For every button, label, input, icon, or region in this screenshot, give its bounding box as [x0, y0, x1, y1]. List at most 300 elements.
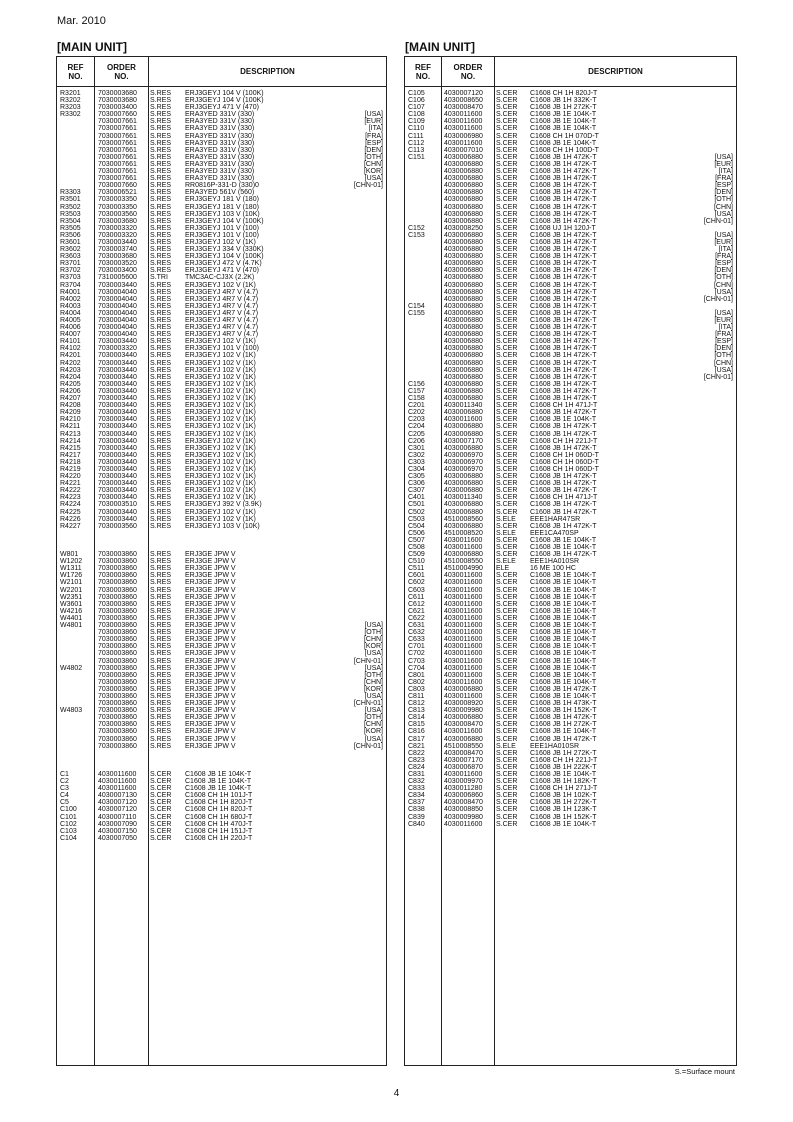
ref-no: C113: [408, 146, 425, 154]
part-type: S.RES: [150, 90, 172, 97]
part-type: S.CER: [150, 799, 172, 807]
order-no: 4030011600: [444, 125, 483, 133]
part-value: ERJ3GE JPW V: [185, 614, 236, 622]
region-code: [ITA]: [718, 246, 733, 254]
table-row: [57, 260, 386, 267]
part-value: ERJ3GEYJ 102 V (1K): [185, 238, 256, 246]
part-type: S.CER: [150, 785, 172, 793]
region-code: [FRA]: [715, 253, 733, 261]
table-row: [405, 154, 736, 161]
ref-no: C839: [408, 813, 425, 821]
table-row: [57, 409, 386, 416]
order-no: 7030003440: [98, 494, 137, 502]
table-row: [405, 814, 736, 821]
part-value: C1608 JB 1H 272K-T: [530, 799, 597, 807]
part-value: C1608 CH 1H 101J-T: [185, 792, 253, 800]
table-row: [57, 835, 386, 842]
part-type: S.CER: [496, 253, 518, 261]
ref-no-header: [57, 57, 94, 86]
ref-no: C105: [408, 90, 425, 97]
ref-no: C838: [408, 806, 425, 814]
part-type: S.CER: [496, 160, 518, 168]
part-type: S.RES: [150, 224, 172, 232]
region-code: [CHN]: [363, 678, 383, 686]
part-type: S.RES: [150, 657, 172, 665]
order-no: 7030003440: [98, 430, 137, 438]
part-value: ERJ3GEYJ 104 V (100K): [185, 253, 264, 261]
order-no: 4030008470: [444, 799, 483, 807]
part-value: C1608 JB 1H 472K-T: [530, 501, 597, 509]
order-no: 7030003860: [98, 657, 137, 665]
part-type: S.CER: [496, 267, 518, 275]
order-no: 4030011600: [444, 139, 483, 147]
table-row: [57, 189, 386, 196]
table-row: [405, 672, 736, 679]
ref-no: W801: [60, 551, 79, 559]
part-value: EEE1HA010SR: [530, 742, 580, 750]
table-row: [405, 381, 736, 388]
part-value: C1608 CH 1H 271J-T: [530, 785, 598, 793]
part-value: ERJ3GEYJ 102 V (1K): [185, 444, 256, 452]
region-code: [CHN-01]: [353, 742, 383, 750]
table-row: [405, 317, 736, 324]
region-code: [KOR]: [363, 643, 383, 651]
part-value: ERJ3GEYJ 102 V (1K): [185, 366, 256, 374]
part-value: C1608 JB 1E 104K-T: [530, 607, 597, 615]
table-row: [405, 182, 736, 189]
order-no: 4030006880: [444, 501, 483, 509]
table-row: [405, 274, 736, 281]
part-value: C1608 JB 1E 104K-T: [530, 650, 597, 658]
order-no: 7030003400: [98, 104, 137, 112]
part-value: ERJ3GEYJ 102 V (1K): [185, 465, 256, 473]
part-type: S.RES: [150, 210, 172, 218]
ref-no: C814: [408, 714, 425, 722]
part-value: ERJ3GEYJ 102 V (1K): [185, 508, 256, 516]
region-code: [USA]: [364, 735, 383, 743]
part-value: C1608 JB 1E 104K-T: [530, 614, 597, 622]
table-row: [405, 693, 736, 700]
part-type: S.CER: [496, 522, 518, 530]
part-type: S.RES: [150, 678, 172, 686]
order-no: 7030003440: [98, 444, 137, 452]
ref-no: C833: [408, 785, 425, 793]
table-row: [405, 750, 736, 757]
table-row: [405, 537, 736, 544]
ref-no: C633: [408, 636, 425, 644]
part-type: S.CER: [496, 728, 518, 736]
description-header: [149, 57, 386, 86]
part-type: S.RES: [150, 593, 172, 601]
order-no: 4030011600: [444, 820, 483, 828]
part-type: S.CER: [496, 104, 518, 112]
part-value: C1608 JB 1E 104K-T: [530, 536, 597, 544]
table-row: [405, 111, 736, 118]
table-row: [405, 97, 736, 104]
region-code: [USA]: [364, 664, 383, 672]
table-row: [57, 537, 386, 544]
part-type: S.CER: [496, 416, 518, 424]
part-value: C1608 CH 1H 070D-T: [530, 132, 599, 140]
order-no: 7030003440: [98, 359, 137, 367]
ref-no: C507: [408, 536, 425, 544]
order-no: 7030003860: [98, 558, 137, 566]
part-type: S.CER: [496, 607, 518, 615]
table-row: [405, 232, 736, 239]
part-type: S.CER: [496, 664, 518, 672]
part-type: S.CER: [496, 437, 518, 445]
table-row: [57, 658, 386, 665]
table-row: [57, 622, 386, 629]
part-value: C1608 JB 1H 332K-T: [530, 97, 597, 105]
part-value: C1608 JB 1H 472K-T: [530, 153, 597, 161]
order-no: 4030006880: [444, 359, 483, 367]
part-type: S.RES: [150, 707, 172, 715]
order-no: 4030007120: [98, 806, 137, 814]
ref-no: C504: [408, 522, 425, 530]
part-type: S.CER: [496, 771, 518, 778]
table-row: [405, 516, 736, 523]
part-value: C1608 CH 1H 680J-T: [185, 813, 253, 821]
table-row: [57, 352, 386, 359]
part-value: C1608 JB 1H 472K-T: [530, 231, 597, 239]
table-row: [57, 473, 386, 480]
part-type: S.CER: [496, 657, 518, 665]
part-type: S.CER: [496, 650, 518, 658]
order-no: 4030009980: [444, 707, 483, 715]
order-no: 4030006880: [444, 395, 483, 403]
table-row: [57, 608, 386, 615]
ref-no: R4211: [60, 423, 81, 431]
part-value: ERJ3GE JPW V: [185, 657, 236, 665]
ref-no: W4401: [60, 614, 83, 622]
part-value: C1608 JB 1E 104K-T: [530, 416, 597, 424]
order-no: 7030004040: [98, 324, 137, 332]
part-value: ERJ3GEYJ 102 V (1K): [185, 352, 256, 360]
table-row: [57, 643, 386, 650]
part-value: ERJ3GE JPW V: [185, 586, 236, 594]
order-no: 4030006880: [444, 735, 483, 743]
part-type: S.CER: [496, 324, 518, 332]
table-row: [57, 182, 386, 189]
table-row: [57, 799, 386, 806]
ref-no: C811: [408, 692, 425, 700]
part-value: C1608 JB 1H 472K-T: [530, 246, 597, 254]
table-row: [57, 196, 386, 203]
order-no: 7030003860: [98, 579, 137, 587]
table-row: [405, 296, 736, 303]
table-row: [57, 438, 386, 445]
order-no: 4030007120: [98, 799, 137, 807]
part-value: ERJ3GE JPW V: [185, 593, 236, 601]
ref-no: R4220: [60, 473, 81, 481]
table-row: [405, 352, 736, 359]
ref-no: C621: [408, 607, 425, 615]
part-value: C1608 JB 1H 472K-T: [530, 409, 597, 417]
part-value: C1608 JB 1E 104K-T: [530, 125, 597, 133]
order-no: 7030003440: [98, 352, 137, 360]
part-value: ERJ3GE JPW V: [185, 685, 236, 693]
part-type: S.RES: [150, 217, 172, 225]
right-parts-table: [404, 56, 737, 1066]
ref-no: W1311: [60, 565, 82, 573]
part-type: S.CER: [150, 813, 172, 821]
table-row: [405, 501, 736, 508]
table-row: [405, 686, 736, 693]
part-value: C1608 JB 1E 104K-T: [530, 820, 597, 828]
order-no: 4030011600: [444, 614, 483, 622]
order-no: 4030006880: [444, 373, 483, 381]
table-row: [405, 558, 736, 565]
part-value: ERJ3GEYJ 4R7 V (4.7): [185, 317, 259, 324]
part-value: C1608 JB 1E 104K-T: [530, 111, 597, 119]
table-row: [405, 140, 736, 147]
order-no: 4030007090: [98, 820, 137, 828]
ref-no: R4219: [60, 465, 81, 473]
order-no: 7030003350: [98, 203, 137, 211]
order-no: 4030007170: [444, 756, 483, 764]
table-row: [57, 154, 386, 161]
region-code: [OTH]: [714, 352, 733, 360]
part-type: S.CER: [496, 373, 518, 381]
table-row: [57, 672, 386, 679]
part-type: ELE: [496, 565, 510, 573]
order-no: 7030003860: [98, 700, 137, 708]
part-value: C1608 JB 1H 472K-T: [530, 373, 597, 381]
part-type: S.RES: [150, 203, 172, 211]
order-no: 7030003560: [98, 210, 137, 218]
region-code: [EUR]: [714, 160, 733, 168]
part-type: S.CER: [496, 111, 518, 119]
part-type: S.CER: [496, 139, 518, 147]
part-type: S.RES: [150, 473, 172, 481]
order-no: 7030003860: [98, 721, 137, 729]
ref-no: C803: [408, 685, 425, 693]
ref-no: C834: [408, 792, 425, 800]
region-code: [CHN]: [713, 281, 733, 289]
order-no: 7030007661: [98, 118, 137, 126]
table-row: [57, 218, 386, 225]
part-type: S.CER: [150, 820, 172, 828]
order-no: 4030006880: [444, 160, 483, 168]
part-value: C1608 JB 1H 472K-T: [530, 366, 597, 374]
part-value: C1608 CH 1H 100D-T: [530, 146, 599, 154]
region-code: [USA]: [364, 175, 383, 183]
region-code: [USA]: [364, 622, 383, 630]
region-code: [CHN-01]: [353, 700, 383, 708]
part-value: ERJ3GE JPW V: [185, 579, 236, 587]
table-row: [57, 594, 386, 601]
ref-no-header-text: REF NO.: [67, 62, 84, 81]
part-type: S.TRI: [150, 274, 168, 282]
part-value: C1608 JB 1H 472K-T: [530, 487, 597, 495]
part-value: C1608 JB 1H 472K-T: [530, 395, 597, 403]
ref-no: C511: [408, 565, 425, 573]
table-row: [405, 445, 736, 452]
part-value: ERJ3GE JPW V: [185, 572, 236, 580]
part-type: S.CER: [496, 643, 518, 651]
part-type: S.CER: [496, 678, 518, 686]
ref-no: C302: [408, 451, 425, 459]
part-value: ERJ3GEYJ 102 V (1K): [185, 451, 256, 459]
part-type: S.RES: [150, 160, 172, 168]
part-value: C1608 CH 1H 471J-T: [530, 402, 598, 410]
part-type: S.RES: [150, 395, 172, 403]
region-code: [ESP]: [365, 139, 383, 147]
order-no: 4030011600: [444, 111, 483, 119]
part-value: C1608 JB 1H 472K-T: [530, 274, 597, 282]
ref-no: R4003: [60, 302, 81, 310]
table-row: [405, 601, 736, 608]
ref-no: R4006: [60, 324, 81, 332]
part-type: S.RES: [150, 189, 172, 197]
table-row: [57, 267, 386, 274]
order-no: 7030003860: [98, 643, 137, 651]
order-no: 7030004040: [98, 317, 137, 324]
region-code: [CHN]: [363, 721, 383, 729]
part-type: S.CER: [496, 473, 518, 481]
order-no: 7030003860: [98, 614, 137, 622]
part-type: S.RES: [150, 671, 172, 679]
table-row: [405, 168, 736, 175]
order-no: 4030011600: [444, 579, 483, 587]
region-code: [ESP]: [715, 338, 733, 346]
part-type: S.CER: [496, 785, 518, 793]
ref-no: W4216: [60, 607, 83, 615]
part-value: ERA3YED 331V (330): [185, 125, 255, 133]
table-row: [405, 267, 736, 274]
region-code: [ITA]: [368, 125, 383, 133]
part-value: ERJ3GE JPW V: [185, 707, 236, 715]
ref-no: C703: [408, 657, 425, 665]
ref-no: R3501: [60, 196, 81, 204]
order-no: 4030011600: [444, 636, 483, 644]
part-value: C1608 JB 1H 472K-T: [530, 473, 597, 481]
order-no: 4030006880: [444, 231, 483, 239]
table-row: [57, 345, 386, 352]
part-type: S.CER: [496, 97, 518, 105]
table-row: [57, 459, 386, 466]
part-value: ERA3YED 331V (330): [185, 153, 255, 161]
region-code: [KOR]: [363, 168, 383, 176]
part-type: S.CER: [496, 572, 518, 580]
ref-no: R4205: [60, 380, 81, 388]
region-code: [CHN-01]: [703, 217, 733, 225]
table-row: [405, 778, 736, 785]
part-value: ERA3YED 331V (330): [185, 111, 255, 119]
part-value: C1608 CH 1H 470J-T: [185, 820, 253, 828]
part-value: C1608 UJ 1H 120J-T: [530, 224, 596, 232]
order-no: 7030003860: [98, 707, 137, 715]
part-value: C1608 CH 1H 060D-T: [530, 465, 599, 473]
ref-no: C107: [408, 104, 425, 112]
part-value: C1608 JB 1E 104K-T: [530, 636, 597, 644]
part-type: S.RES: [150, 139, 172, 147]
part-type: S.RES: [150, 238, 172, 246]
part-type: S.RES: [150, 600, 172, 608]
part-type: S.CER: [150, 792, 172, 800]
part-value: ERJ3GEYJ 102 V (1K): [185, 515, 256, 523]
part-type: S.RES: [150, 324, 172, 332]
table-row: [405, 821, 736, 828]
part-value: C1608 JB 1H 472K-T: [530, 338, 597, 346]
part-type: S.RES: [150, 402, 172, 410]
ref-no: R4004: [60, 309, 81, 317]
table-row: [405, 544, 736, 551]
part-type: S.RES: [150, 692, 172, 700]
order-no: 4030006970: [444, 465, 483, 473]
part-type: S.RES: [150, 132, 172, 140]
table-row: [405, 374, 736, 381]
part-value: RR0816P-331-D (330)0: [185, 182, 259, 190]
part-value: ERJ3GE JPW V: [185, 742, 236, 750]
part-value: C1608 CH 1H 151J-T: [185, 827, 253, 835]
table-row: [405, 118, 736, 125]
part-type: S.RES: [150, 125, 172, 133]
left-unit-title: [MAIN UNIT]: [57, 40, 127, 54]
part-value: ERJ3GEYJ 104 V (100K): [185, 97, 264, 105]
region-code: [KOR]: [363, 685, 383, 693]
region-code: [USA]: [714, 366, 733, 374]
part-type: S.CER: [496, 231, 518, 239]
order-no: 4510008550: [444, 558, 483, 566]
table-row: [405, 253, 736, 260]
ref-no: R4213: [60, 430, 81, 438]
part-value: ERA3YED 331V (330): [185, 146, 255, 154]
part-type: S.CER: [496, 309, 518, 317]
ref-no: C622: [408, 614, 425, 622]
part-type: S.CER: [496, 352, 518, 360]
order-no: 7030007661: [98, 160, 137, 168]
table-row: [57, 700, 386, 707]
part-value: C1608 JB 1H 123K-T: [530, 806, 597, 814]
part-value: C1608 JB 1H 473K-T: [530, 700, 597, 708]
order-no: 4030009980: [444, 813, 483, 821]
part-type: S.RES: [150, 586, 172, 594]
ref-no: C203: [408, 416, 425, 424]
region-code: [OTH]: [364, 714, 383, 722]
part-type: S.RES: [150, 700, 172, 708]
part-type: S.CER: [496, 721, 518, 729]
part-type: S.RES: [150, 437, 172, 445]
table-row: [405, 211, 736, 218]
ref-no: R4207: [60, 395, 81, 403]
part-value: C1608 JB 1E 104K-T: [530, 671, 597, 679]
table-row: [405, 225, 736, 232]
part-value: ERJ3GEYJ 334 V (330K): [185, 246, 264, 254]
part-value: C1608 JB 1H 472K-T: [530, 238, 597, 246]
table-row: [405, 409, 736, 416]
order-no: 4030006880: [444, 551, 483, 559]
order-no: 4030007120: [444, 90, 483, 97]
table-row: [57, 778, 386, 785]
ref-no: C501: [408, 501, 425, 509]
left-table-body: [57, 90, 386, 842]
part-value: C1608 JB 1H 472K-T: [530, 480, 597, 488]
order-no: 4030006880: [444, 153, 483, 161]
table-row: [57, 792, 386, 799]
ref-no: R4218: [60, 458, 81, 466]
table-row: [57, 338, 386, 345]
ref-no: C202: [408, 409, 425, 417]
part-value: C1608 JB 1H 472K-T: [530, 260, 597, 268]
order-no: 7030007661: [98, 146, 137, 154]
part-type: S.CER: [496, 168, 518, 176]
ref-no: R3506: [60, 231, 81, 239]
part-type: S.RES: [150, 409, 172, 417]
ref-no: R4202: [60, 359, 81, 367]
order-no: 4030011280: [444, 785, 483, 793]
